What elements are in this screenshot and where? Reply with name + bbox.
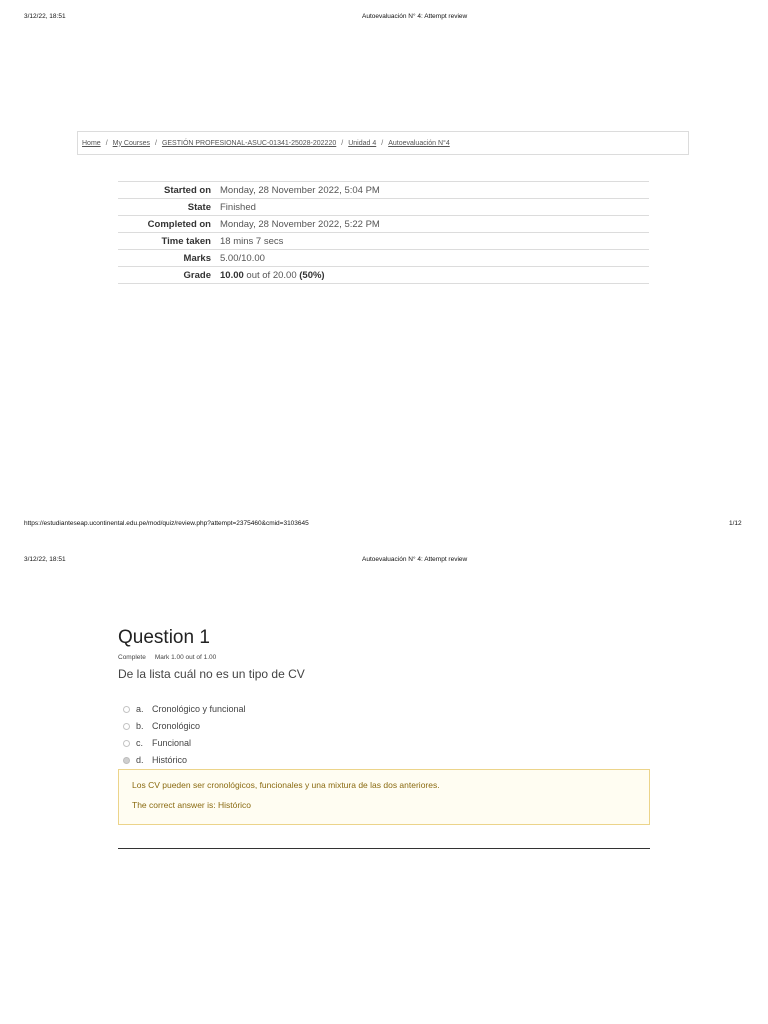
table-row <box>118 267 649 284</box>
marks-value: 5.00/10.00 <box>220 250 649 267</box>
table-row <box>118 233 649 250</box>
table-row <box>118 250 649 267</box>
option-letter: a. <box>136 704 144 714</box>
option-label: Funcional <box>152 738 192 748</box>
started-on-value: Monday, 28 November 2022, 5:04 PM <box>220 182 649 199</box>
breadcrumb <box>77 131 689 155</box>
breadcrumb-separator: / <box>341 139 344 147</box>
print-date: 3/12/22, 18:51 <box>24 556 66 563</box>
question-text: De la lista cuál no es un tipo de CV <box>118 667 305 681</box>
answer-option-b[interactable] <box>123 721 200 731</box>
started-on-label: Started on <box>118 182 220 199</box>
option-label: Histórico <box>152 755 188 765</box>
radio-button-selected[interactable] <box>123 757 130 764</box>
divider <box>118 848 650 849</box>
grade-out-of: out of 20.00 <box>246 269 297 281</box>
radio-button[interactable] <box>123 723 130 730</box>
option-label: Cronológico <box>152 721 201 731</box>
breadcrumb-separator: / <box>154 139 157 147</box>
table-row <box>118 199 649 216</box>
print-date: 3/12/22, 18:51 <box>24 13 66 20</box>
answer-option-d[interactable] <box>123 755 187 765</box>
grade-percent: (50%) <box>299 269 325 281</box>
print-title: Autoevaluación N° 4: Attempt review <box>362 556 468 563</box>
breadcrumb-my-courses-link[interactable]: My Courses <box>112 139 150 147</box>
print-url: https://estudianteseap.ucontinental.edu.pe/mod/quiz/review.php?attempt=2375460&cmid=3103645 <box>24 520 309 527</box>
marks-label: Marks <box>118 250 220 267</box>
state-value: Finished <box>220 199 649 216</box>
radio-button[interactable] <box>123 706 130 713</box>
grade-value: 10.00 <box>220 269 244 281</box>
option-label: Cronológico y funcional <box>152 704 246 714</box>
question-title: Question 1 <box>118 627 210 648</box>
correct-answer: The correct answer is: Histórico <box>132 800 252 810</box>
time-taken-value: 18 mins 7 secs <box>220 233 649 250</box>
grade-label: Grade <box>118 267 220 284</box>
option-letter: d. <box>136 755 144 765</box>
option-letter: c. <box>136 738 144 748</box>
radio-button[interactable] <box>123 740 130 747</box>
breadcrumb-course-link[interactable]: GESTIÓN PROFESIONAL-ASUC-01341-25028-202220 <box>161 139 337 147</box>
breadcrumb-separator: / <box>105 139 108 147</box>
attempt-summary-table <box>118 181 649 284</box>
question-status: Complete <box>118 654 146 661</box>
table-row <box>118 216 649 233</box>
completed-on-label: Completed on <box>118 216 220 233</box>
print-title: Autoevaluación N° 4: Attempt review <box>362 13 468 20</box>
general-feedback: Los CV pueden ser cronológicos, funcionales y una mixtura de las dos anteriores. <box>132 780 440 790</box>
answer-option-a[interactable] <box>123 704 246 714</box>
completed-on-value: Monday, 28 November 2022, 5:22 PM <box>220 216 649 233</box>
question-mark: Mark 1.00 out of 1.00 <box>154 654 217 661</box>
print-page-number: 1/12 <box>729 520 742 527</box>
table-row <box>118 182 649 199</box>
breadcrumb-unit-link[interactable]: Unidad 4 <box>348 139 377 147</box>
breadcrumb-separator: / <box>381 139 384 147</box>
answer-option-c[interactable] <box>123 738 191 748</box>
state-label: State <box>118 199 220 216</box>
grade-value-cell <box>220 267 649 284</box>
time-taken-label: Time taken <box>118 233 220 250</box>
feedback-box <box>118 769 650 825</box>
option-letter: b. <box>136 721 144 731</box>
breadcrumb-home-link[interactable]: Home <box>82 139 101 147</box>
breadcrumb-quiz-link[interactable]: Autoevaluación N°4 <box>388 139 450 147</box>
question-info <box>118 654 216 661</box>
